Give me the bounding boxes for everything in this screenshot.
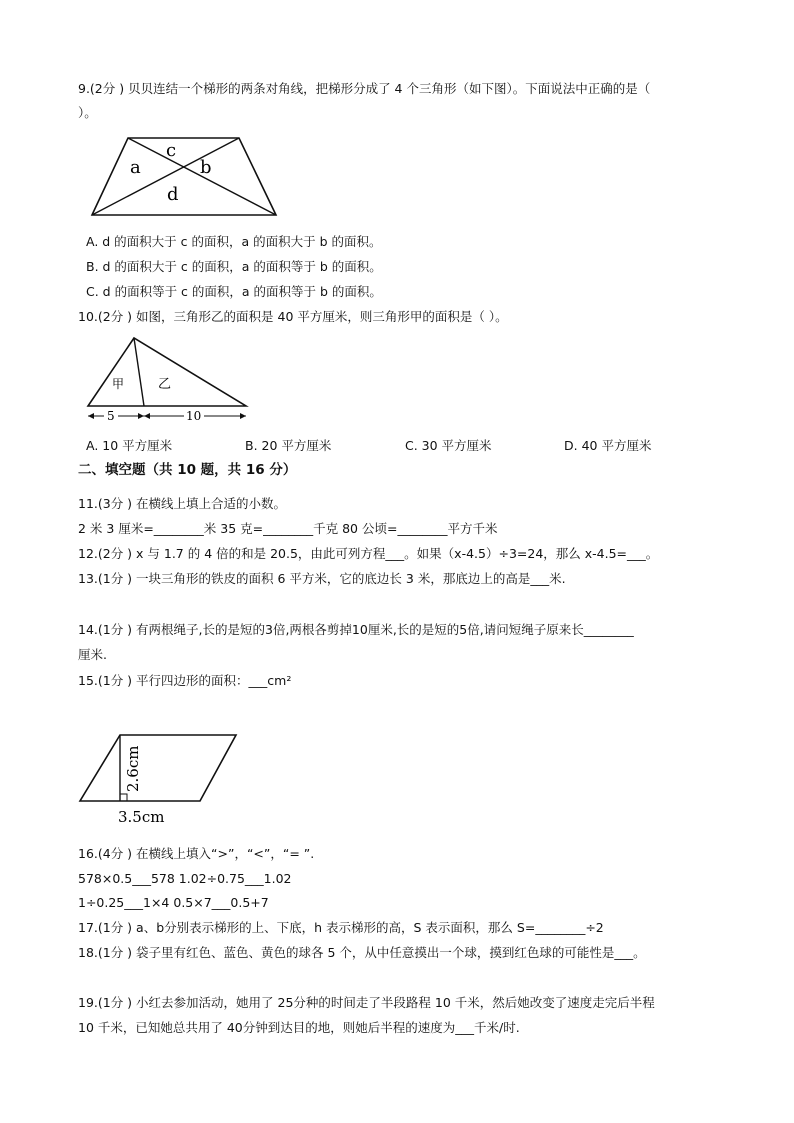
q9-option-c: C. d 的面积等于 c 的面积，a 的面积等于 b 的面积。 <box>86 284 382 299</box>
q10-label-10: 10 <box>186 409 202 423</box>
q10-option-b: B. 20 平方厘米 <box>245 438 332 453</box>
q15-height-label: 2.6cm <box>124 745 142 792</box>
q18-stem: 18.(1分 ) 袋子里有红色、蓝色、黄色的球各 5 个，从中任意摸出一个球，摸到红色球的可能性是___。 <box>78 945 646 960</box>
q10-option-c: C. 30 平方厘米 <box>405 438 492 453</box>
q15-base-label: 3.5cm <box>118 808 165 826</box>
q9-stem-line2: ）。 <box>78 105 97 120</box>
q15-stem: 15.(1分 ) 平行四边形的面积：___cm² <box>78 673 292 688</box>
q16-row2: 1÷0.25___1×4 0.5×7___0.5+7 <box>78 895 269 910</box>
q10-label-5: 5 <box>107 409 115 423</box>
q14-stem-line1: 14.(1分 ) 有两根绳子,长的是短的3倍,两根各剪掉10厘米,长的是短的5倍,请问短绳子原来长________ <box>78 622 634 637</box>
q17-stem: 17.(1分 ) a、b分别表示梯形的上、下底，h 表示梯形的高，S 表示面积，那么 S=________÷2 <box>78 920 604 935</box>
q9-label-c: c <box>166 140 177 161</box>
q19-stem-line2: 10 千米，已知她总共用了 40分钟到达目的地，则她后半程的速度为___千米/时. <box>78 1020 520 1035</box>
q10-triangle-figure <box>84 334 254 426</box>
q10-stem: 10.(2分 ) 如图，三角形乙的面积是 40 平方厘米，则三角形甲的面积是（ ）。 <box>78 309 508 324</box>
q9-label-d: d <box>167 184 179 205</box>
q9-label-a: a <box>130 157 141 178</box>
q10-option-d: D. 40 平方厘米 <box>564 438 652 453</box>
section-2-title: 二、填空题（共 10 题，共 16 分） <box>78 462 297 478</box>
q10-label-jia: 甲 <box>112 377 125 391</box>
q11-blanks: 2 米 3 厘米=________米 35 克=________千克 80 公顷=________平方千米 <box>78 521 498 536</box>
q11-stem: 11.(3分 ) 在横线上填上合适的小数。 <box>78 496 287 511</box>
q19-stem-line1: 19.(1分 ) 小红去参加活动，她用了 25分种的时间走了半段路程 10 千米，然后她改变了速度走完后半程 <box>78 995 655 1010</box>
q9-stem-line1: 9.(2分 ) 贝贝连结一个梯形的两条对角线，把梯形分成了 4 个三角形（如下图）。下面说法中正确的是（ <box>78 81 651 96</box>
q10-option-a: A. 10 平方厘米 <box>86 438 173 453</box>
q9-option-a: A. d 的面积大于 c 的面积，a 的面积大于 b 的面积。 <box>86 234 382 249</box>
q10-label-yi: 乙 <box>158 377 172 392</box>
q9-option-b: B. d 的面积大于 c 的面积，a 的面积等于 b 的面积。 <box>86 259 382 274</box>
q12-stem: 12.(2分 ) x 与 1.7 的 4 倍的和是 20.5，由此可列方程___。如果（x-4.5）÷3=24，那么 x-4.5=___。 <box>78 546 659 561</box>
q16-row1: 578×0.5___578 1.02÷0.75___1.02 <box>78 871 292 886</box>
q14-stem-line2: 厘米. <box>78 647 107 662</box>
q16-stem: 16.(4分 ) 在横线上填入“>”，“<”，“= ”. <box>78 846 315 861</box>
q9-trapezoid-figure <box>88 133 280 219</box>
q9-label-b: b <box>200 157 212 178</box>
q13-stem: 13.(1分 ) 一块三角形的铁皮的面积 6 平方米，它的底边长 3 米，那底边上的高是___米. <box>78 571 566 586</box>
q15-parallelogram-figure <box>76 730 244 828</box>
